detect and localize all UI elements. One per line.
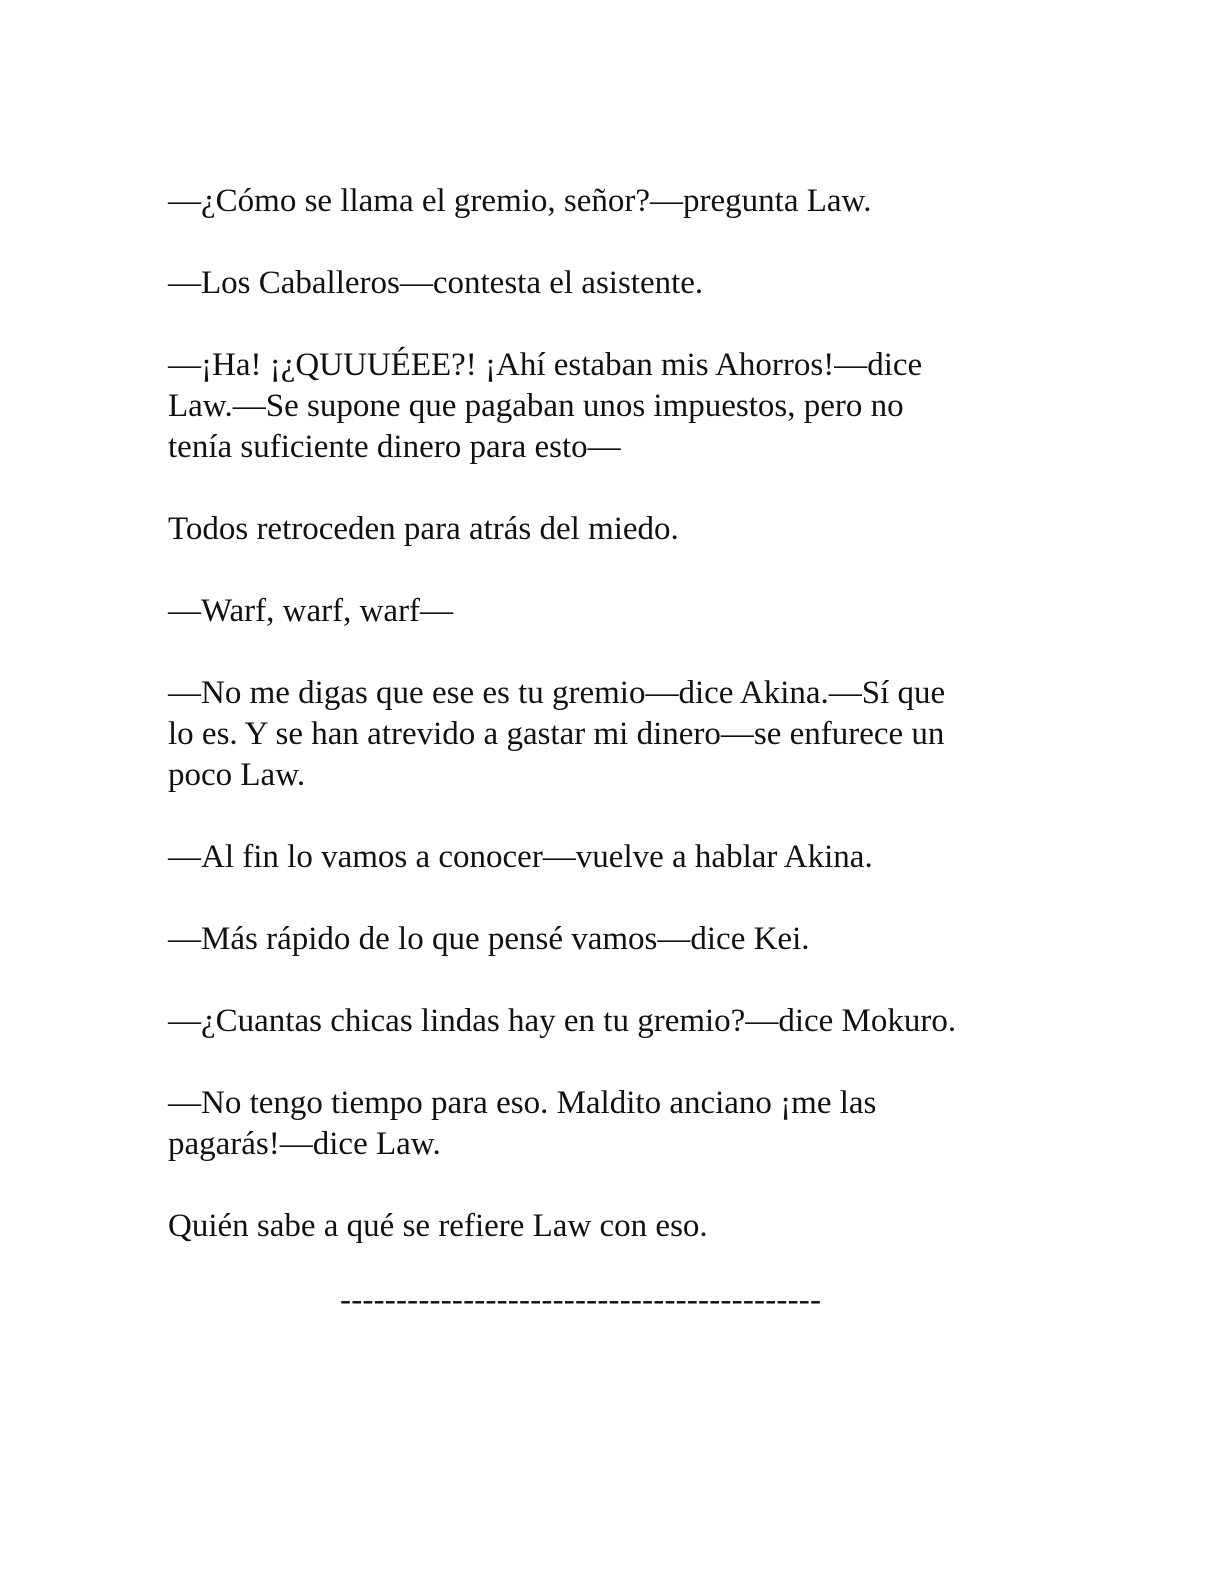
paragraph-1	[168, 181, 1048, 222]
section-separator: -------------------------------------------	[340, 1282, 822, 1318]
text-line: —Los Caballeros—contesta el asistente.	[168, 265, 704, 301]
paragraph-2	[168, 263, 1048, 304]
text-line: pagarás!—dice Law.	[168, 1126, 441, 1162]
text-line: Law.—Se supone que pagaban unos impuestos, pero no	[168, 388, 904, 424]
text-line: —No tengo tiempo para eso. Maldito anciano ¡me las	[168, 1085, 877, 1121]
text-line: —¿Cuantas chicas lindas hay en tu gremio?—dice Mokuro.	[168, 1003, 957, 1039]
paragraph-3	[168, 345, 1048, 468]
text-line: —¿Cómo se llama el gremio, señor?—pregunta Law.	[168, 183, 872, 219]
paragraph-4	[168, 509, 1048, 550]
text-line: Quién sabe a qué se refiere Law con eso.	[168, 1208, 708, 1244]
paragraph-8	[168, 919, 1048, 960]
text-line: lo es. Y se han atrevido a gastar mi dinero—se enfurece un	[168, 716, 945, 752]
text-line: tenía suficiente dinero para esto—	[168, 429, 621, 465]
text-line: —¡Ha! ¡¿QUUUÉEE?! ¡Ahí estaban mis Ahorros!—dice	[168, 347, 923, 383]
paragraph-7	[168, 837, 1048, 878]
paragraph-9	[168, 1001, 1048, 1042]
paragraph-10	[168, 1083, 1048, 1165]
text-line: —Warf, warf, warf—	[168, 593, 454, 629]
paragraph-11	[168, 1206, 1048, 1247]
text-line: poco Law.	[168, 757, 306, 793]
text-line: —Al fin lo vamos a conocer—vuelve a hablar Akina.	[168, 839, 873, 875]
text-line: —Más rápido de lo que pensé vamos—dice Kei.	[168, 921, 810, 957]
paragraph-5	[168, 591, 1048, 632]
text-line: —No me digas que ese es tu gremio—dice Akina.—Sí que	[168, 675, 946, 711]
paragraph-6	[168, 673, 1048, 796]
text-line: Todos retroceden para atrás del miedo.	[168, 511, 679, 547]
document-body	[168, 181, 1048, 1288]
